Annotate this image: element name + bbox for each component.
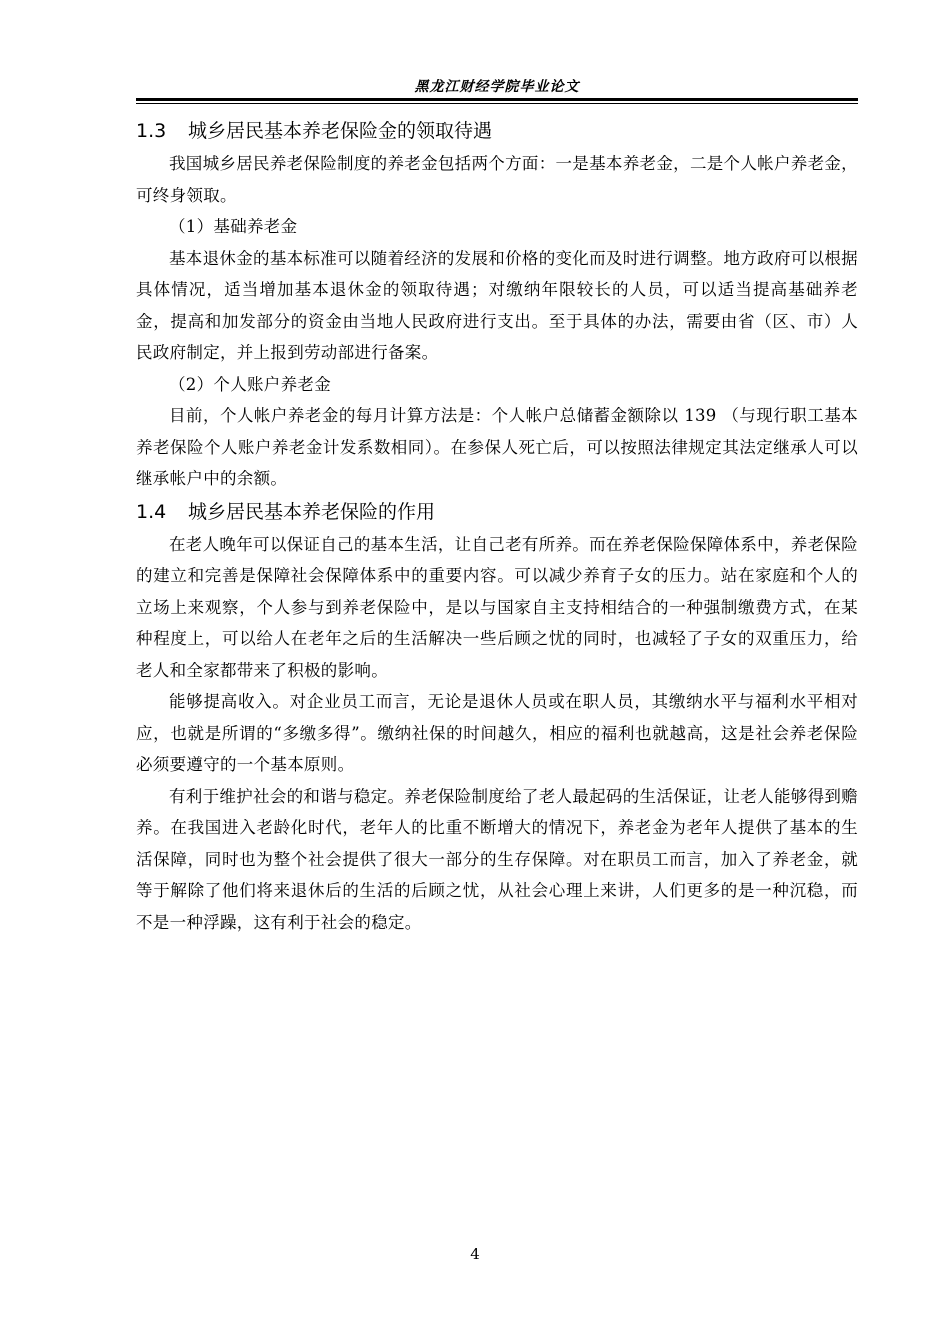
page-number: 4 [470,1245,480,1263]
paragraph: 我国城乡居民养老保险制度的养老金包括两个方面：一是基本养老金，二是个人帐户养老金，可终身领取。 [136,154,858,205]
paragraph: 基本退休金的基本标准可以随着经济的发展和价格的变化而及时进行调整。地方政府可以根据具体情况，适当增加基本退休金的领取待遇；对缴纳年限较长的人员，可以适当提高基础养老金，提高和加发部分的资金由当地人民政府进行支出。至于具体的办法，需要由省（区、市）人民政府制定，并上报到劳动部进行备案。 [136,248,858,362]
paragraph: 目前，个人帐户养老金的每月计算方法是：个人帐户总储蓄金额除以 139 （与现行职工基本养老保险个人账户养老金计发系数相同）。在参保人死亡后，可以按照法律规定其法定继承人可以继承帐户中的余额。 [136,406,858,488]
section-title: 城乡居民基本养老保险的作用 [188,500,436,523]
section-heading-1-3 [136,114,858,148]
paragraph: 在老人晚年可以保证自己的基本生活，让自己老有所养。而在养老保险保障体系中，养老保险的建立和完善是保障社会保障体系中的重要内容。可以减少养育子女的压力。站在家庭和个人的立场上来观察，个人参与到养老保险中，是以与国家自主支持相结合的一种强制缴费方式，在某种程度上，可以给人在老年之后的生活解决一些后顾之忧的同时，也减轻了子女的双重压力，给老人和全家都带来了积极的影响。 [136,534,858,680]
paragraph: 有利于维护社会的和谐与稳定。养老保险制度给了老人最起码的生活保证，让老人能够得到赡养。在我国进入老龄化时代，老年人的比重不断增大的情况下，养老金为老年人提供了基本的生活保障，同时也为整个社会提供了很大一部分的生存保障。对在职员工而言，加入了养老金，就等于解除了他们将来退休后的生活的后顾之忧，从社会心理上来讲，人们更多的是一种沉稳，而不是一种浮躁，这有利于社会的稳定。 [136,786,858,932]
section-number: 1.4 [136,500,167,523]
section-number: 1.3 [136,120,167,142]
section-heading-1-4 [136,495,858,529]
section-title: 城乡居民基本养老保险金的领取待遇 [188,120,493,142]
running-header: 黑龙江财经学院毕业论文 [414,79,580,95]
header-rule-thick [136,98,858,101]
paragraph: 能够提高收入。对企业员工而言，无论是退休人员或在职人员，其缴纳水平与福利水平相对应，也就是所谓的“多缴多得”。缴纳社保的时间越久，相应的福利也就越高，这是社会养老保险必须要遵守的一个基本原则。 [136,692,858,774]
document-body [136,114,858,938]
subheading: （2）个人账户养老金 [169,374,331,394]
subheading: （1）基础养老金 [169,217,298,236]
header-rule-thin [136,103,858,104]
